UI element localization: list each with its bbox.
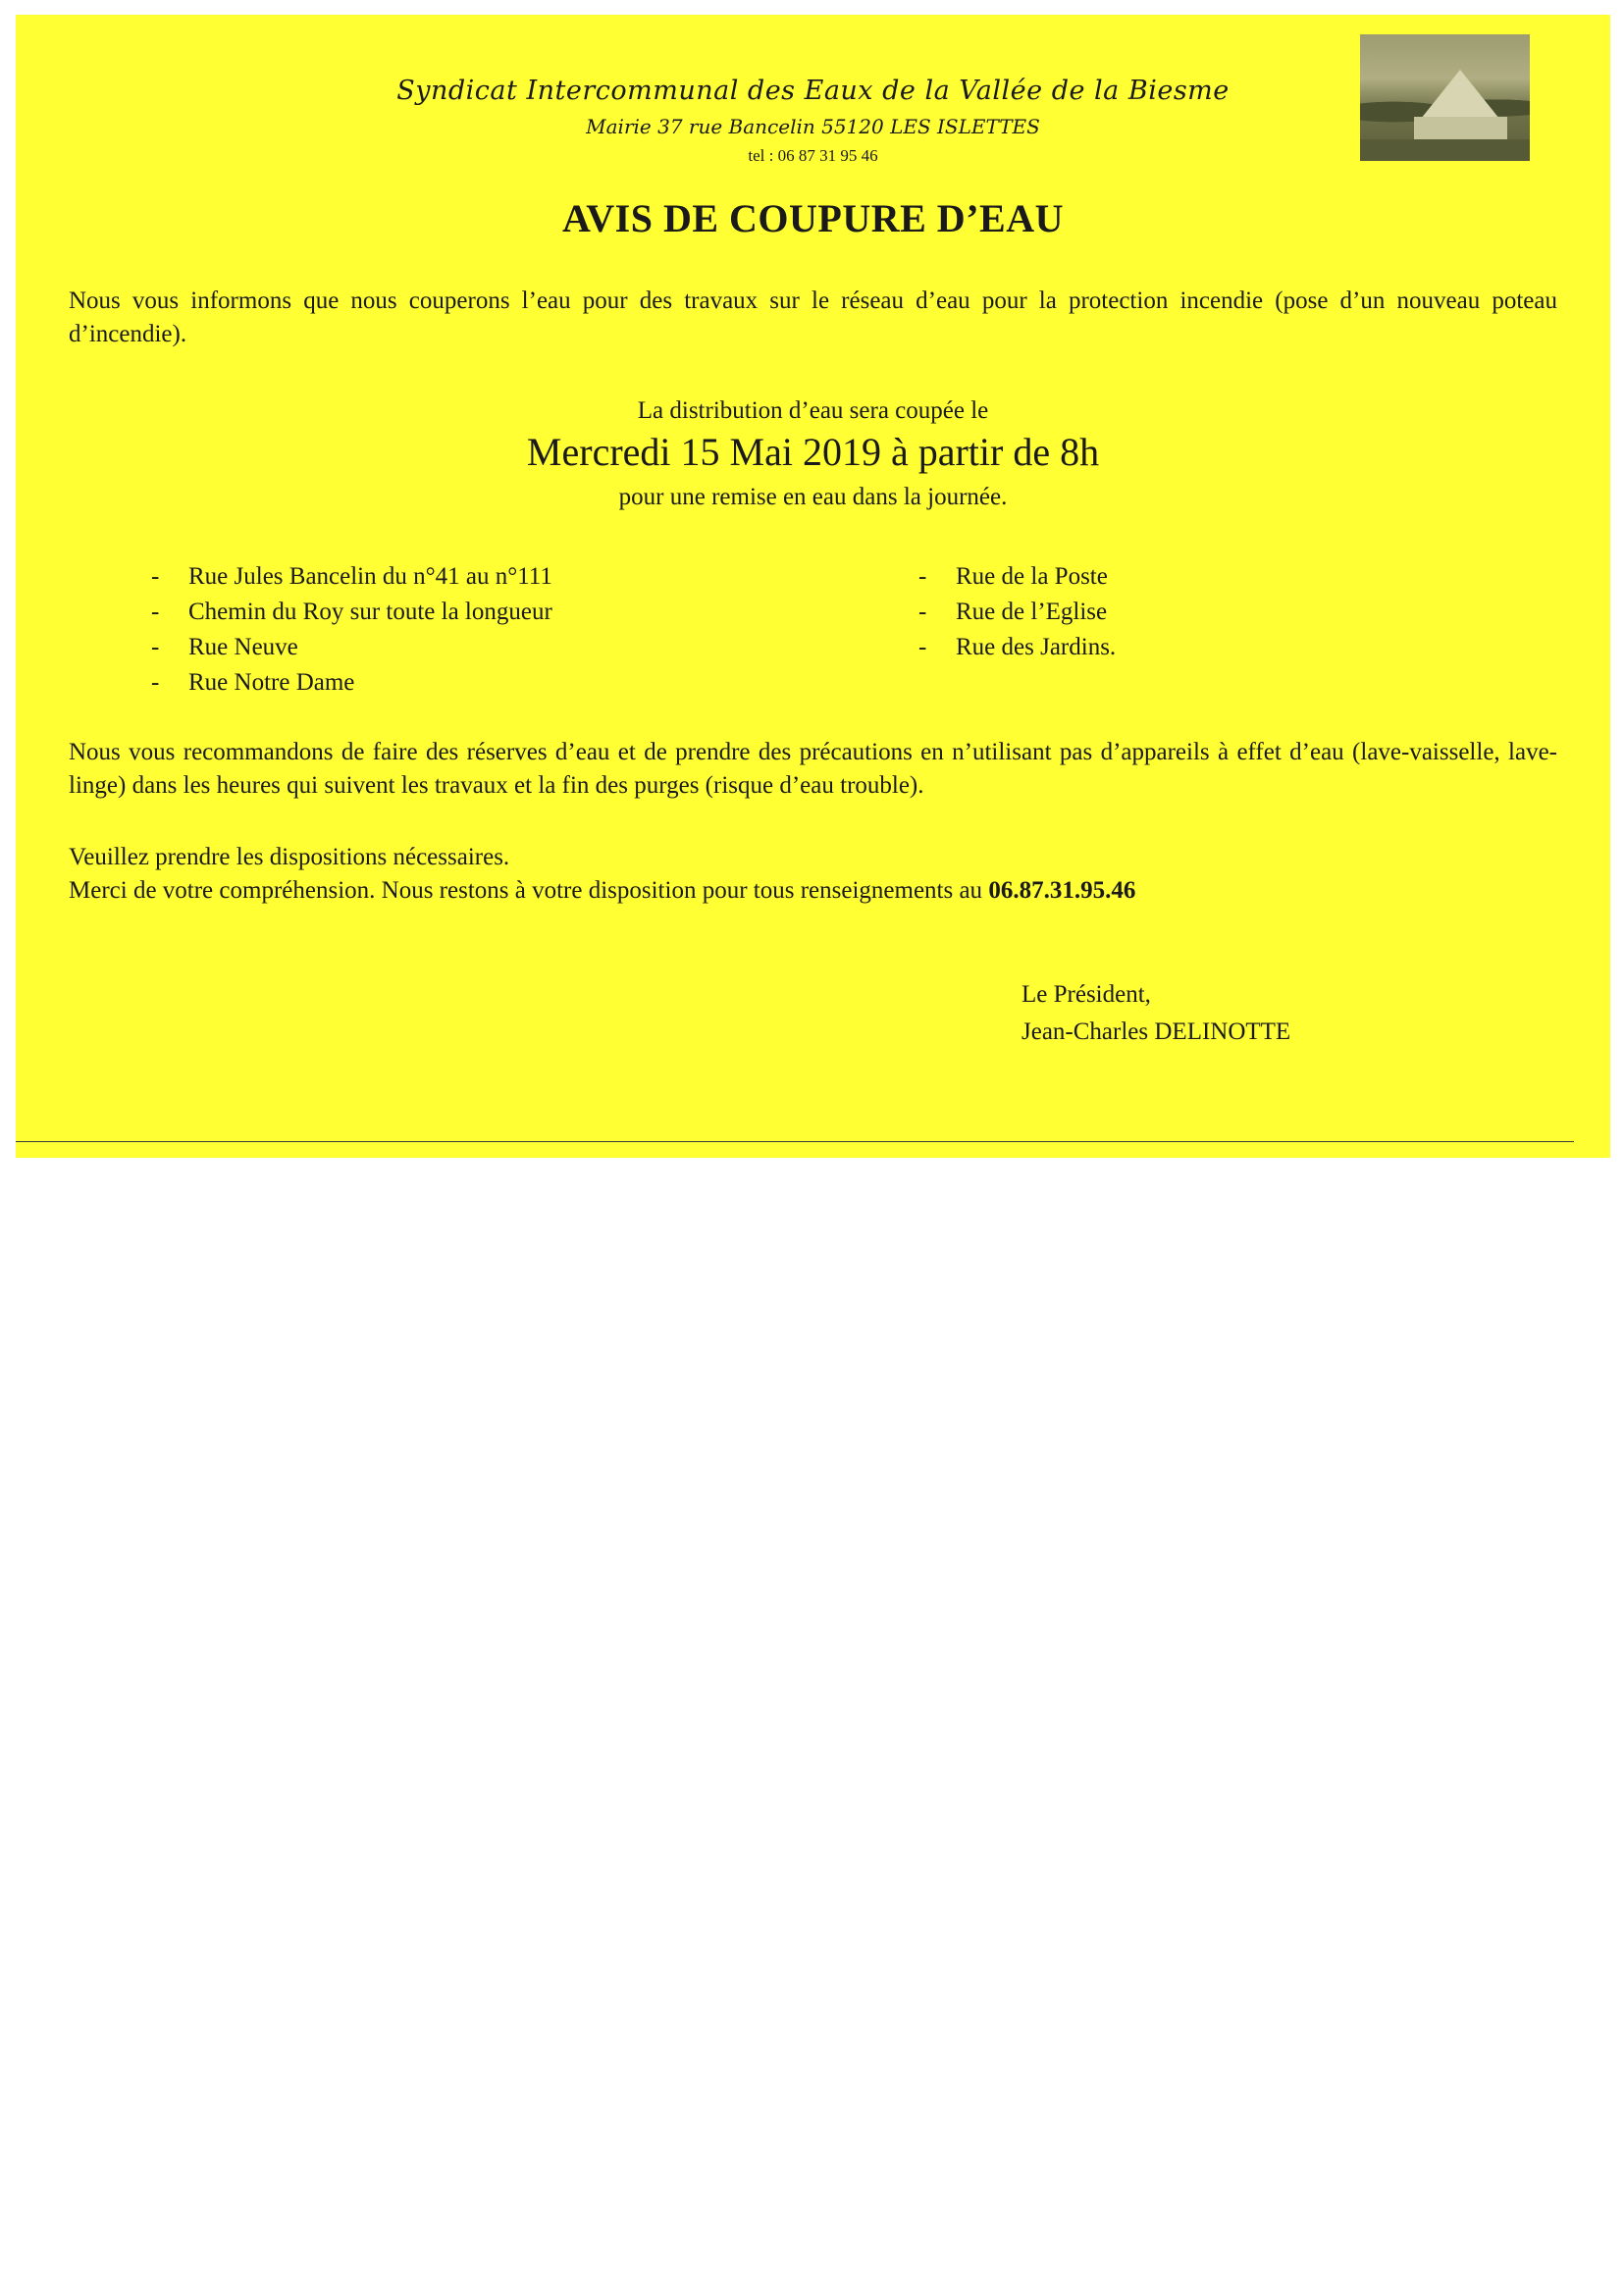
- intro-paragraph: Nous vous informons que nous couperons l’eau pour des travaux sur le réseau d’eau pour la protection incendie (pose d’un nouveau poteau d’incendie).: [69, 287, 1557, 347]
- org-tel: tel : 06 87 31 95 46: [748, 146, 878, 165]
- list-item: - Rue de l’Eglise: [918, 599, 1108, 625]
- contact-phone: 06.87.31.95.46: [988, 877, 1136, 904]
- closing-paragraph: [69, 841, 1557, 908]
- divider: [16, 1141, 1574, 1142]
- photo-ground: [1360, 139, 1530, 161]
- cut-date: Mercredi 15 Mai 2019 à partir de 8h: [526, 430, 1100, 474]
- notice-title: AVIS DE COUPURE D’EAU: [562, 196, 1064, 240]
- list-item: - Chemin du Roy sur toute la longueur: [151, 599, 552, 625]
- photo-roof: [1421, 70, 1499, 119]
- street-list-left: [151, 559, 552, 701]
- signature-name: Jean-Charles DELINOTTE: [1022, 1018, 1291, 1045]
- closing-line-2: Merci de votre compréhension. Nous restons à votre disposition pour tous renseignements au 06.87.31.95.46: [69, 877, 1136, 904]
- list-item: - Rue Notre Dame: [151, 669, 355, 696]
- cut-follow: pour une remise en eau dans la journée.: [618, 484, 1008, 510]
- closing-line-1: Veuillez prendre les dispositions nécessaires.: [69, 844, 510, 870]
- signature-role: Le Président,: [1022, 981, 1151, 1008]
- street-list-right: [918, 559, 1116, 665]
- list-item: - Rue Neuve: [151, 634, 298, 660]
- list-item: - Rue Jules Bancelin du n°41 au n°111: [151, 563, 552, 590]
- org-name: Syndicat Intercommunal des Eaux de la Vallée de la Biesme: [396, 76, 1230, 106]
- cut-lead: La distribution d’eau sera coupée le: [637, 397, 989, 424]
- signature-block: [1022, 976, 1290, 1051]
- notice-sheet: [16, 15, 1610, 1158]
- chapel-photo: [1360, 34, 1530, 161]
- org-address: Mairie 37 rue Bancelin 55120 LES ISLETTES: [586, 115, 1040, 138]
- list-item: - Rue des Jardins.: [918, 634, 1117, 660]
- advice-paragraph: Nous vous recommandons de faire des réserves d’eau et de prendre des précautions en n’utilisant pas d’appareils à effet d’eau (lave-vaisselle, lave-linge) dans les heures qui suivent les travaux et la fin des purges (risque d’eau trouble).: [69, 739, 1557, 799]
- list-item: - Rue de la Poste: [918, 563, 1108, 590]
